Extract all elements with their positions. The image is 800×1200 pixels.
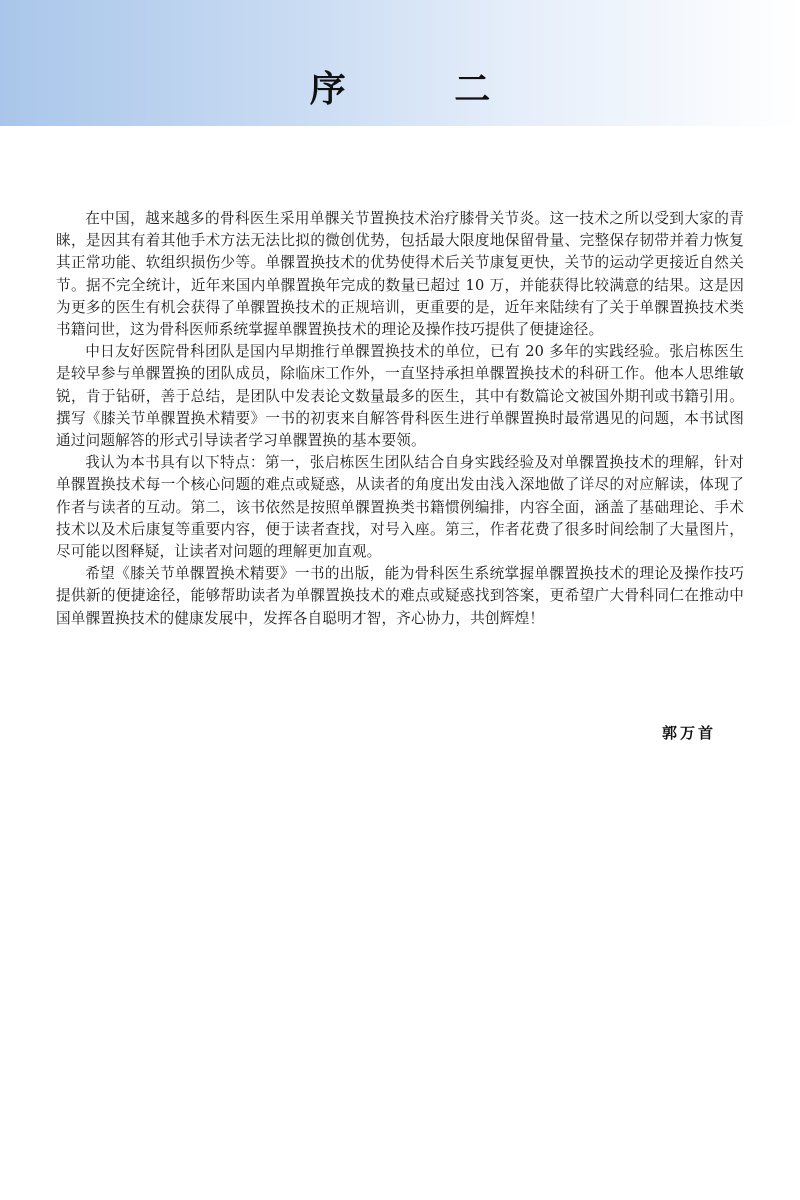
paragraph-1: 在中国，越来越多的骨科医生采用单髁关节置换技术治疗膝骨关节炎。这一技术之所以受到大家的青睐，是因其有着其他手术方法无法比拟的微创优势，包括最大限度地保留骨量、完整保存韧带并着力恢复其正常功能、软组织损伤少等。单髁置换技术的优势使得术后关节康复更快，关节的运动学更接近自然关节。据不完全统计，近年来国内单髁置换年完成的数量已超过 10 万，并能获得比较满意的结果。这是因为更多的医生有机会获得了单髁置换技术的正规培训，更重要的是，近年来陆续有了关于单髁置换技术类书籍问世，这为骨科医师系统掌握单髁置换技术的理论及操作技巧提供了便捷途径。	[56, 210, 744, 339]
author-signature: 郭万首	[661, 724, 716, 742]
page-title: 序 二	[309, 69, 539, 110]
paragraph-4: 希望《膝关节单髁置换术精要》一书的出版，能为骨科医生系统掌握单髁置换技术的理论及操作技巧提供新的便捷途径，能够帮助读者为单髁置换技术的难点或疑惑找到答案，更希望广大骨科同仁在推动中国单髁置换技术的健康发展中，发挥各自聪明才智，齐心协力，共创辉煌！	[56, 565, 744, 627]
preface-body	[56, 208, 744, 630]
paragraph-2: 中日友好医院骨科团队是国内早期推行单髁置换技术的单位，已有 20 多年的实践经验。张启栋医生是较早参与单髁置换的团队成员，除临床工作外，一直坚持承担单髁置换技术的科研工作。他本人思维敏锐，肯于钻研，善于总结，是团队中发表论文数量最多的医生，其中有数篇论文被国外期刊或书籍引用。撰写《膝关节单髁置换术精要》一书的初衷来自解答骨科医生进行单髁置换时最常遇见的问题，本书试图通过问题解答的形式引导读者学习单髁置换的基本要领。	[56, 343, 744, 450]
paragraph-3: 我认为本书具有以下特点：第一，张启栋医生团队结合自身实践经验及对单髁置换技术的理解，针对单髁置换技术每一个核心问题的难点或疑惑，从读者的角度出发由浅入深地做了详尽的对应解读，体现了作者与读者的互动。第二，该书依然是按照单髁置换类书籍惯例编排，内容全面，涵盖了基础理论、手术技术以及术后康复等重要内容，便于读者查找，对号入座。第三，作者花费了很多时间绘制了大量图片，尽可能以图释疑，让读者对问题的理解更加直观。	[56, 454, 744, 561]
